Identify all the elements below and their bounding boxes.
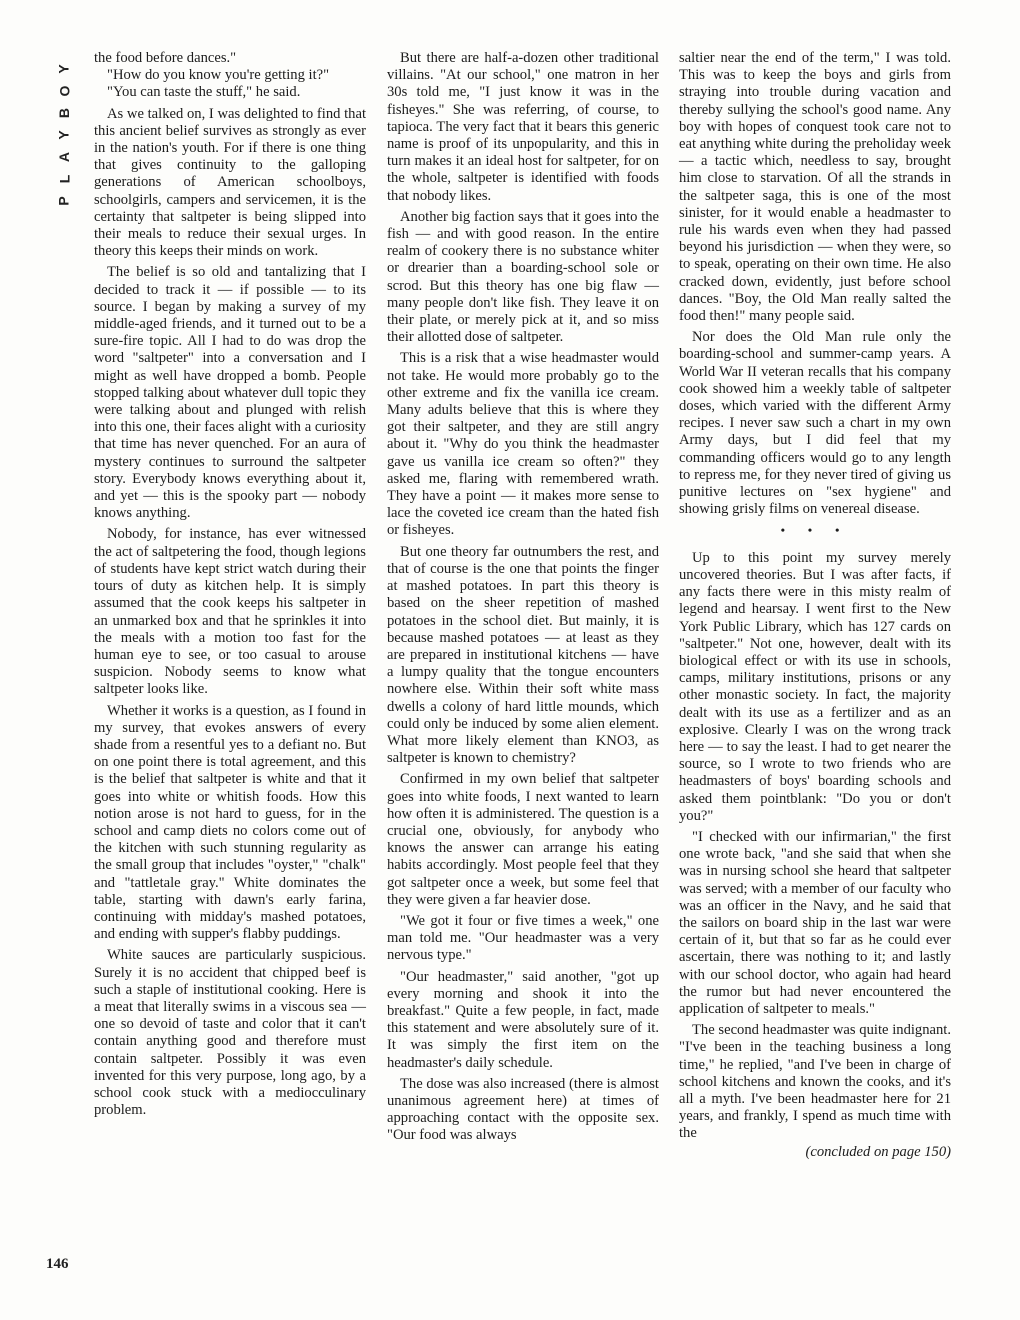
running-head-playboy <box>50 58 78 212</box>
paragraph: Whether it works is a question, as I found in my survey, that evokes answers of every shade from a resentful yes to a defiant no. But on one point there is total agreement, and this is the belief that saltpeter is white and that it goes into white or whitish foods. How this notion arose is not hard to guess, for in the school and camp diets no colors come out of the kitchen with such stunning regularity as the small group that includes "oyster," "chalk" and "tattletale gray." White dominates the table, starting with dawn's early farina, continuing with midday's mashed potatoes, and ending with supper's flabby puddings. <box>94 702 366 943</box>
paragraph: But one theory far outnumbers the rest, and that of course is the one that points the finger at mashed potatoes. In part this theory is based on the sheer repetition of mashed potatoes in the school diet. But mainly, it is because mashed potatoes — at least as they are prepared in institutional kitchens — have a lumpy quality that the tongue encounters nowhere else. Within their soft white mass dwells a colony of hard little mounds, which could only be induced by some alien element. What more likely element than KNO3, as saltpeter is known to chemistry? <box>387 543 659 767</box>
paragraph: As we talked on, I was delighted to find that this ancient belief survives as strongly as ever in the nation's youth. For if there is one thing that gives continuity to the galloping generations of American schoolboys, schoolgirls, campers and servicemen, it is the certainty that saltpeter is being slipped into their meals to reduce their sexual urges. In theory this keeps their minds on work. <box>94 105 366 260</box>
paragraph: "Our headmaster," said another, "got up every morning and shook it into the breakfast." Quite a few people, in fact, made this statement and were absolutely sure of it. It was simply the first item on the headmaster's daily schedule. <box>387 968 659 1071</box>
paragraph: the food before dances." <box>94 50 237 66</box>
section-break-dots: • • • <box>780 523 850 538</box>
paragraph: Nobody, for instance, has ever witnessed the act of saltpetering the food, though legions of students have kept strict watch during their tours of duty as kitchen help. It is simply assumed that the cook keeps his saltpeter in an unmarked box and that he sprinkles it into the meals with a motion too fast for the human eye to see, or too casual to arouse suspicion. Nobody seems to know what saltpeter looks like. <box>94 526 366 698</box>
running-head-letter: Y <box>56 64 72 74</box>
running-head-letter: P <box>56 196 72 206</box>
page-number: 146 <box>46 1256 69 1272</box>
paragraph: Up to this point my survey merely uncovered theories. But I was after facts, if any facts there were in this misty realm of legend and hearsay. I went first to the New York Public Library, which has 127 cards on "saltpeter." Not one, however, dealt with its biological effect or with its use in schools, camps, military institutions, prisons or any other monastic society. In fact, the majority dealt with its use as a fertilizer and as an explosive. Clearly I was on the wrong track here — to say the least. I had to get nearer the source, so I wrote to two friends who are headmasters of boys' boarding schools and asked them pointblank: "Do you or don't you?" <box>679 549 951 824</box>
running-head-letter: L <box>56 174 72 184</box>
paragraph: Confirmed in my own belief that saltpeter goes into white foods, I next wanted to learn how often it is administered. The question is a crucial one, obviously, for anybody who knows the answer can arrange his eating habits accordingly. Most people feel that they got saltpeter once a week, but some feel that they were given a far heavier dose. <box>387 771 659 908</box>
text-column-3 <box>679 50 951 1161</box>
running-head-letter: O <box>55 85 72 97</box>
paragraph: White sauces are particularly suspicious. Surely it is no accident that chipped beef is such a staple of institutional cooking. Here is a meat that literally swims in a viscous sea — one so devoid of taste and color that it can't contain anything good and therefore must contain saltpeter. Possibly it was even invented for this very purpose, long ago, by a school cook stuck with a mediocculinary problem. <box>94 947 366 1119</box>
paragraph: This is a risk that a wise headmaster would not take. He would more probably go to the other extreme and fix the vanilla ice cream. Many adults believe that this is where they got their saltpeter, and they are still angry about it. "Why do you think the headmaster gave us vanilla ice cream so often?" they asked me, flaring with remembered wrath. They have a point — it makes more sense to lace the coveted ice cream than the hated fish or fisheyes. <box>387 350 659 539</box>
paragraph: "I checked with our infirmarian," the first one wrote back, "and she said that when she was in nursing school she heard that saltpeter was served; with a member of our faculty who was an officer in the Navy, and he said that the sailors on board ship in the last war were certain of it, but that so far as he could ever ascertain, there was nothing to it; and lastly with our school doctor, who again had heard the rumor but had never encountered the application of saltpeter to meals." <box>679 828 951 1017</box>
running-head-letter: A <box>56 151 72 163</box>
running-head-letter: Y <box>56 130 72 140</box>
paragraph: The second headmaster was quite indignant. "I've been in the teaching business a long time," he replied, "and I've been in charge of school kitchens and known the cooks, and it's all a myth. I've been headmaster here for 21 years, and frankly, I spend as much time with the <box>679 1022 951 1142</box>
paragraph: But there are half-a-dozen other traditional villains. "At our school," one matron in her 30s told me, "I just know it was in the fisheyes." She was referring, of course, to tapioca. The very fact that it bears this generic name is proof of its unpopularity, and this in turn makes it an ideal host for saltpeter, for on the whole, saltpeter is identified with foods that nobody likes. <box>387 50 659 204</box>
text-column-1 <box>94 50 366 1119</box>
paragraph: "We got it four or five times a week," one man told me. "Our headmaster was a very nervous type." <box>387 912 659 964</box>
paragraph: The belief is so old and tantalizing that I decided to track it — if possible — to its source. I began by making a survey of my middle-aged friends, and it turned out to be a sure-fire topic. All I had to do was drop the word "saltpeter" into a conversation and I might as well have dropped a bomb. People stopped talking about whatever dull topic they were talking about and plunged with relish into this one, their faces alight with a curiosity that time has never quenched. For an aura of mystery continues to surround the saltpeter story. Everybody knows everything about it, and yet — this is the spooky part — nobody knows anything. <box>94 264 366 522</box>
paragraph: saltier near the end of the term," I was told. This was to keep the boys and girls from straying into trouble during vacation and thereby sullying the school's good name. Any boy with hopes of conquest took care not to eat anything white during the preholiday week — a tactic which, needless to say, brought him close to starvation. Of all the strands in the saltpeter saga, this is one of the most sinister, for it would enable a headmaster to rule his wards even when they had passed beyond his jurisdiction — when they were, so to speak, operating on their own time. He also cracked down, evidently, just before school dances. "Boy, the Old Man really salted the food then!" many people said. <box>679 50 951 325</box>
paragraph: Nor does the Old Man rule only the boarding-school and summer-camp years. A World War II veteran recalls that his company cook showed him a weekly table of saltpeter doses, which varied with the different Army recipes. I never saw such a chart in my own Army days, but I did feel that my commanding officers would go to any length to repress me, for they never tired of giving us punitive lectures on "sex hygiene" and showing grisly films on venereal disease. <box>679 329 951 518</box>
paragraph: Another big faction says that it goes into the fish — and with good reason. In the entire realm of cookery there is no substance whiter or drearier than a boarding-school sole or scrod. But this theory has one big flaw — many people don't like fish. They leave it on their plate, or merely pick at it, and so miss their allotted dose of saltpeter. <box>387 208 659 346</box>
paragraph: "You can taste the stuff," he said. <box>107 84 301 101</box>
continued-on-page-note: (concluded on page 150) <box>805 1143 951 1160</box>
paragraph: The dose was also increased (there is almost unanimous agreement here) at times of approaching contact with the opposite sex. "Our food was always <box>387 1075 659 1144</box>
paragraph: "How do you know you're getting it?" <box>107 67 330 84</box>
text-column-2 <box>387 50 659 1145</box>
running-head-letter: B <box>56 107 72 119</box>
